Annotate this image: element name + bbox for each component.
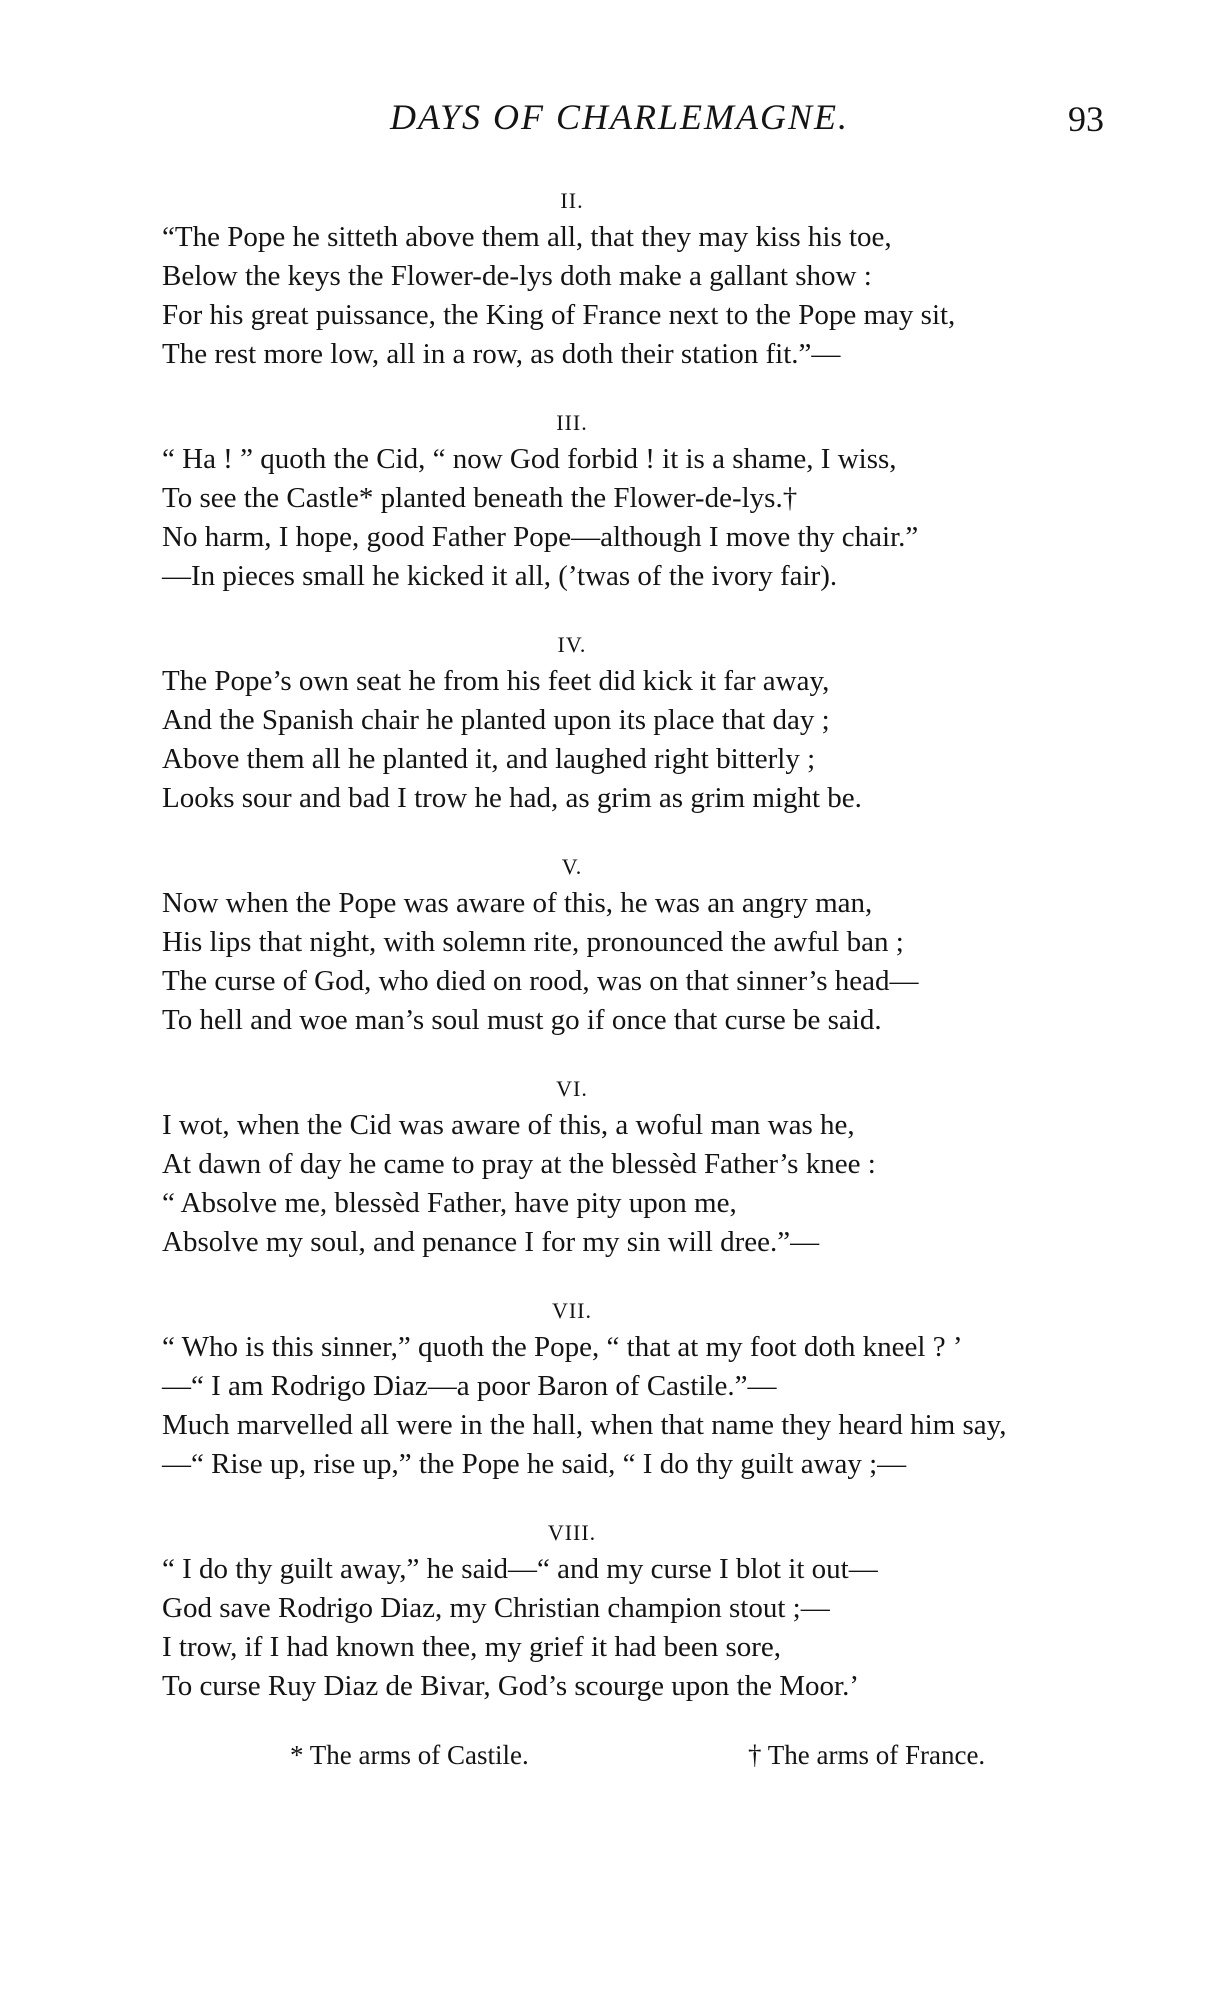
verse-line: Much marvelled all were in the hall, when that name they heard him say, (162, 1409, 1007, 1441)
verse-line: “ Absolve me, blessèd Father, have pity upon me, (162, 1187, 737, 1219)
stanza-number: VI. (556, 1076, 588, 1101)
stanza-number: IV. (557, 632, 587, 657)
stanza-number: VIII. (547, 1520, 597, 1545)
stanza-number: VII. (551, 1298, 593, 1323)
verse-line: “ Ha ! ” quoth the Cid, “ now God forbid ! it is a shame, I wiss, (162, 443, 897, 475)
stanza-5 (162, 850, 1172, 1040)
verse-line: I wot, when the Cid was aware of this, a woful man was he, (162, 1109, 855, 1141)
verse-line: “ I do thy guilt away,” he said—“ and my curse I blot it out— (162, 1553, 878, 1585)
verse-line: The curse of God, who died on rood, was on that sinner’s head— (162, 965, 919, 997)
stanza-7 (162, 1294, 1172, 1484)
verse-line: Absolve my soul, and penance I for my sin will dree.”— (162, 1226, 820, 1258)
verse-line: To hell and woe man’s soul must go if once that curse be said. (162, 1004, 882, 1036)
verse-line: To see the Castle* planted beneath the Flower-de-lys.† (162, 482, 798, 514)
stanza-4 (162, 628, 1172, 818)
verse-line: I trow, if I had known thee, my grief it had been sore, (162, 1631, 782, 1663)
verse-line: —“ Rise up, rise up,” the Pope he said, “ I do thy guilt away ;— (162, 1448, 907, 1480)
verse-line: Looks sour and bad I trow he had, as grim as grim might be. (162, 782, 862, 814)
page-number: 93 (1068, 99, 1104, 139)
verse-line: The rest more low, all in a row, as doth their station fit.”— (162, 338, 841, 370)
stanza-number: II. (560, 188, 584, 213)
verse-line: No harm, I hope, good Father Pope—although I move thy chair.” (162, 521, 919, 553)
verse-line: The Pope’s own seat he from his feet did kick it far away, (162, 665, 830, 697)
footnote-france: † The arms of France. (748, 1740, 986, 1770)
stanza-6 (162, 1072, 1172, 1262)
verse-line: Above them all he planted it, and laughed right bitterly ; (162, 743, 816, 775)
verse-line: And the Spanish chair he planted upon its place that day ; (162, 704, 830, 736)
verse-line: To curse Ruy Diaz de Bivar, God’s scourge upon the Moor.’ (162, 1670, 859, 1702)
stanza-8 (162, 1516, 1172, 1706)
footnote-castile: * The arms of Castile. (290, 1740, 529, 1770)
stanza-number: V. (561, 854, 583, 879)
verse-line: For his great puissance, the King of France next to the Pope may sit, (162, 299, 956, 331)
page-header (0, 96, 1206, 146)
running-title: DAYS OF CHARLEMAGNE. (390, 97, 849, 137)
stanza-3 (162, 406, 1172, 596)
verse-line: At dawn of day he came to pray at the blessèd Father’s knee : (162, 1148, 876, 1180)
verse-line: —“ I am Rodrigo Diaz—a poor Baron of Castile.”— (162, 1370, 777, 1402)
verse-line: “The Pope he sitteth above them all, that they may kiss his toe, (162, 221, 892, 253)
verse-line: Below the keys the Flower-de-lys doth make a gallant show : (162, 260, 872, 292)
verse-line: God save Rodrigo Diaz, my Christian champion stout ;— (162, 1592, 830, 1624)
stanza-2 (162, 184, 1172, 374)
verse-line: “ Who is this sinner,” quoth the Pope, “ that at my foot doth kneel ? ’ (162, 1331, 963, 1363)
verse-line: Now when the Pope was aware of this, he was an angry man, (162, 887, 873, 919)
stanza-number: III. (556, 410, 588, 435)
verse-line: His lips that night, with solemn rite, pronounced the awful ban ; (162, 926, 904, 958)
verse-line: —In pieces small he kicked it all, (’twas of the ivory fair). (162, 560, 838, 592)
